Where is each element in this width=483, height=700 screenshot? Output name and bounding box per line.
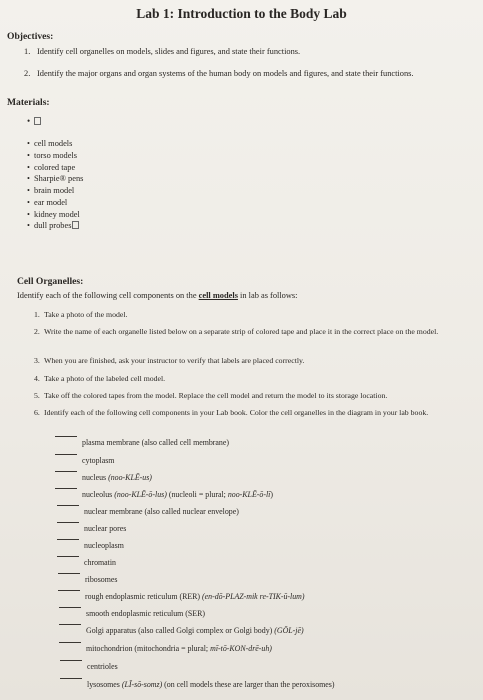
instruction-step: 2. Write the name of each organelle listed below on a separate strip of colored tape and place it in the correct place on the model. — [34, 327, 439, 336]
document-page: Lab 1: Introduction to the Body Lab Objectives: 1. Identify cell organelles on models, slides and figures, and state their functions. 2. Identify the major organs and organ systems of the human body on models and figures, and state their functions. Materials: • • cell models • torso models • colored tape • Sharpie® pens • brain model • ear model • kidney model • dull probes Cell Organelles: Identify each of the following cell components on the cell models in lab as follows: 1. Take a photo of the model. 2. Write the name of each organelle listed below on a separate strip of colored tape and place it in the correct place on the model. 3. When you are finished, ask your instructor to verify that labels are placed correctly. 4. Take a photo of the labeled cell model. 5. Take off the colored tapes from the model. Replace the cell model and return the model to its storage location. 6. Identify each of the following cell components in your Lab book. Color the cell organelles in the diagram in your lab book. plasma membrane (also called cell membrane) cytoplasm nucleus (noo-KLĒ-us) nucleolus (noo-KLĒ-ō-lus) (nucleoli = plural; noo-KLĒ-ō-lī) nuclear membrane (also called nuclear envelope) nuclear pores nucleoplasm chromatin ribosomes rough endoplasmic reticulum (RER) (en-dō-PLAZ-mik re-TIK-ū-lum) smooth endoplasmic reticulum (SER) Golgi apparatus (also called Golgi complex or Golgi body) (GŌL-jē) mitochondrion (mitochondria = plural; mī-tō-KON-drē-uh) centrioles lysosomes (LĪ-sō-somz) (on cell models these are larger than the peroxisomes) — [0, 0, 483, 700]
cell-models-link-text: cell models — [198, 291, 238, 300]
instruction-step: 4. Take a photo of the labeled cell model. — [34, 374, 166, 383]
missing-glyph-box — [72, 221, 79, 229]
answer-blank — [59, 642, 81, 643]
materials-heading: Materials: — [7, 97, 50, 108]
objective-item: 1. Identify cell organelles on models, slides and figures, and state their functions. — [24, 47, 301, 56]
missing-glyph-box — [34, 117, 41, 125]
answer-blank — [55, 436, 77, 437]
answer-blank — [59, 624, 81, 625]
answer-blank — [55, 471, 77, 472]
answer-blank — [57, 505, 79, 506]
answer-blank — [57, 539, 79, 540]
cell-organelles-heading: Cell Organelles: — [17, 276, 84, 287]
answer-blank — [57, 522, 79, 523]
answer-blank — [55, 488, 77, 489]
instruction-step: 5. Take off the colored tapes from the model. Replace the cell model and return the model to its storage location. — [34, 391, 388, 400]
objective-item: 2. Identify the major organs and organ systems of the human body on models and figures, and state their functions. — [24, 69, 414, 78]
answer-blank — [60, 660, 82, 661]
answer-blank — [58, 590, 80, 591]
answer-blank — [57, 556, 79, 557]
instruction-step: 3. When you are finished, ask your instructor to verify that labels are placed correctly. — [34, 356, 305, 365]
cell-organelles-intro: Identify each of the following cell components on the cell models in lab as follows: — [17, 291, 298, 300]
answer-blank — [60, 678, 82, 679]
page-title: Lab 1: Introduction to the Body Lab — [136, 6, 347, 21]
empty-bullet: • — [27, 116, 41, 126]
objectives-heading: Objectives: — [7, 31, 54, 42]
answer-blank — [59, 607, 81, 608]
answer-blank — [58, 573, 80, 574]
instruction-step: 6. Identify each of the following cell components in your Lab book. Color the cell organelles in the diagram in your lab book. — [34, 408, 429, 417]
answer-blank — [55, 454, 77, 455]
instruction-step: 1. Take a photo of the model. — [34, 310, 128, 319]
